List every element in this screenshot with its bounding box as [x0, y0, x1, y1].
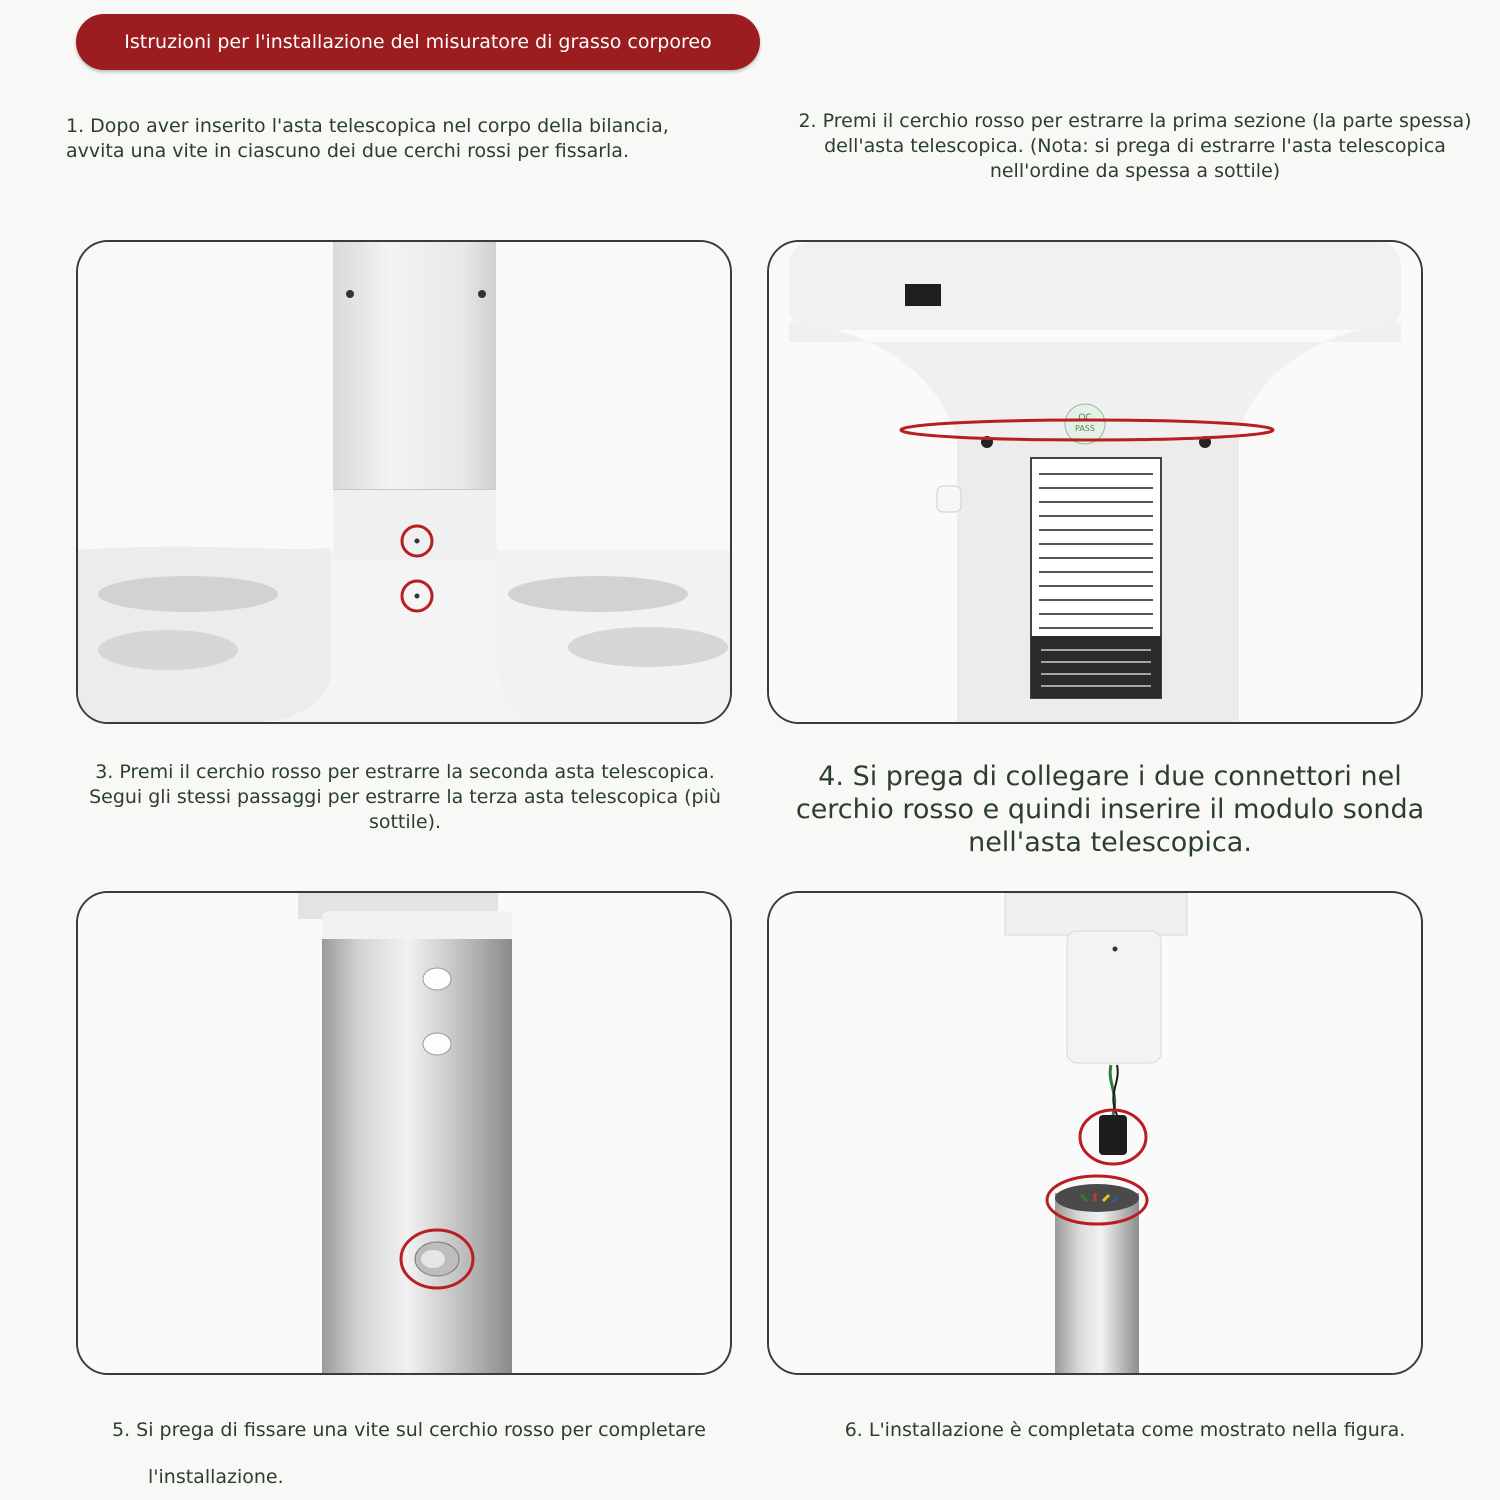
step-3-image [76, 891, 732, 1375]
step-1-caption: 1. Dopo aver inserito l'asta telescopica nel corpo della bilancia, avvita una vite in ciascuno dei due cerchi rossi per fissarla. [66, 115, 669, 162]
step-1-image [76, 240, 732, 724]
step-4-image [767, 891, 1423, 1375]
scale-base-illustration [78, 242, 730, 722]
probe-connector-illustration [769, 893, 1421, 1373]
telescopic-pole-illustration [78, 893, 730, 1373]
step-2-image [767, 240, 1423, 724]
step-5-caption: 5. Si prega di fissare una vite sul cerchio rosso per completare [112, 1419, 706, 1441]
svg-text:QC: QC [1078, 413, 1092, 423]
step-4-caption: 4. Si prega di collegare i due connettori nel cerchio rosso e quindi inserire il modulo sonda nell'asta telescopica. [795, 761, 1425, 858]
page-title: Istruzioni per l'installazione del misuratore di grasso corporeo [124, 31, 712, 53]
step-2-caption: 2. Premi il cerchio rosso per estrarre la prima sezione (la parte spessa) dell'asta telescopica. (Nota: si prega di estrarre l'asta telescopica nell'ordine da spessa a sottile) [798, 110, 1472, 182]
svg-text:PASS: PASS [1075, 424, 1095, 433]
display-head-illustration [769, 242, 1421, 722]
step-6-caption: 6. L'installazione è completata come mostrato nella figura. [844, 1419, 1406, 1441]
title-banner [76, 14, 760, 70]
step-5-caption-continued: l'installazione. [148, 1466, 284, 1488]
step-3-caption: 3. Premi il cerchio rosso per estrarre la seconda asta telescopica. Segui gli stessi passaggi per estrarre la terza asta telescopica (più sottile). [89, 761, 721, 833]
